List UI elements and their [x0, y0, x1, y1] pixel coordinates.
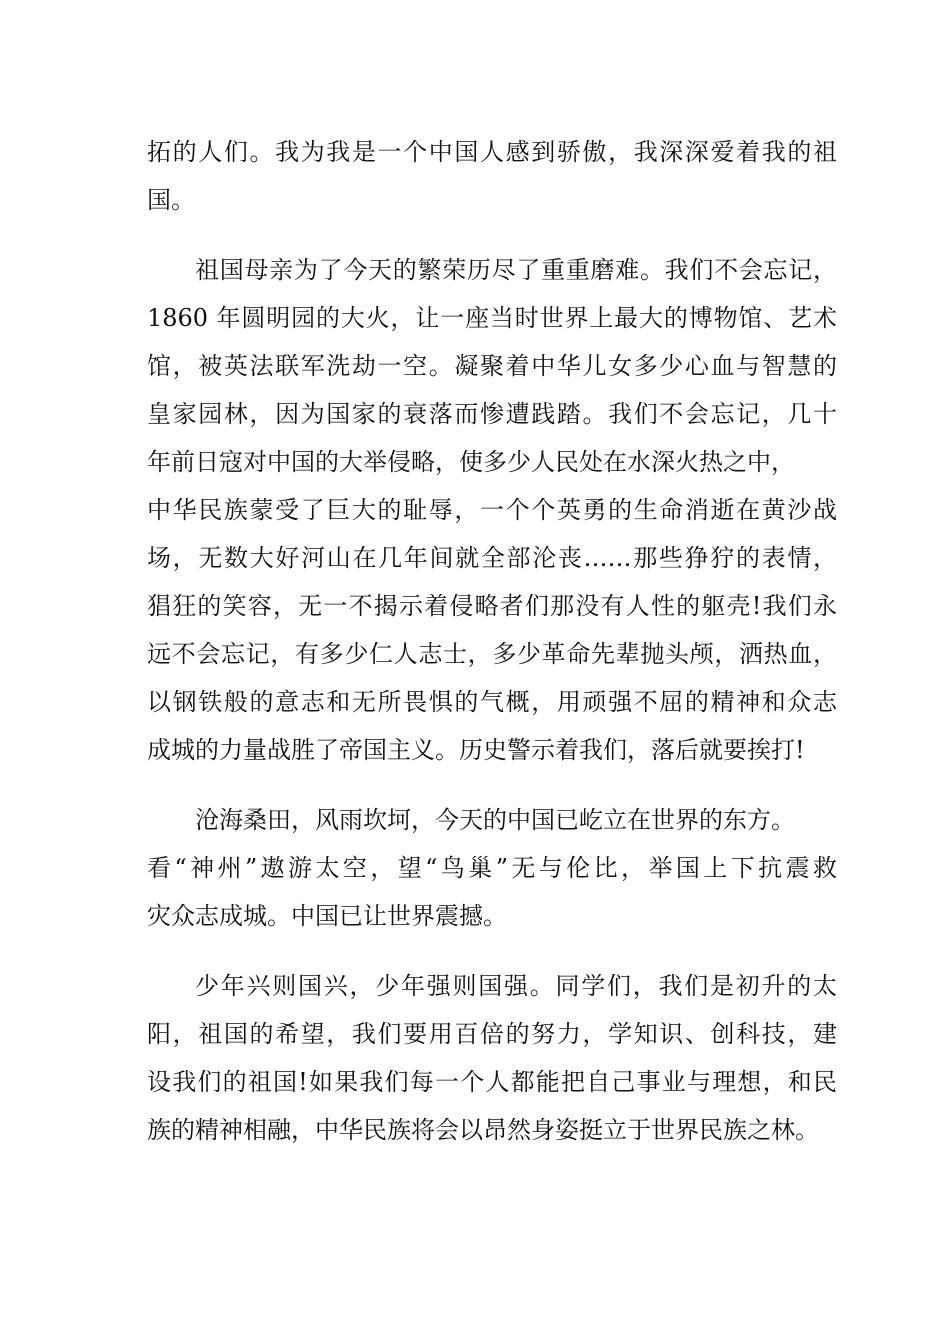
- text-line: 少年兴则国兴，少年强则国强。同学们，我们是初升的太: [195, 972, 837, 1000]
- text-line: 远不会忘记，有多少仁人志士，多少革命先辈抛头颅，洒热血，: [147, 640, 837, 668]
- text-line: 拓的人们。我为我是一个中国人感到骄傲，我深深爱着我的祖: [147, 138, 837, 166]
- text-line: 沧海桑田，风雨坎坷，今天的中国已屹立在世界的东方。: [195, 806, 795, 834]
- text-line: 成城的力量战胜了帝国主义。历史警示着我们，落后就要挨打!: [147, 736, 805, 764]
- text-line: 族的精神相融，中华民族将会以昂然身姿挺立于世界民族之林。: [147, 1116, 819, 1144]
- body-text: [147, 128, 837, 1176]
- text-line: 中华民族蒙受了巨大的耻辱，一个个英勇的生命消逝在黄沙战: [147, 496, 837, 524]
- paragraph-1: [147, 128, 837, 224]
- text-line: 皇家园林，因为国家的衰落而惨遭践踏。我们不会忘记，几十: [147, 400, 837, 428]
- text-line: 国。: [147, 186, 195, 214]
- text-line: 场，无数大好河山在几年间就全部沦丧……那些狰狞的表情，: [147, 544, 837, 572]
- text-line: 看“神州”遨游太空，望“鸟巢”无与伦比，举国上下抗震救: [147, 854, 837, 882]
- text-line: 阳，祖国的希望，我们要用百倍的努力，学知识、创科技，建: [147, 1020, 837, 1048]
- text-line: 馆，被英法联军洗劫一空。凝聚着中华儿女多少心血与智慧的: [147, 352, 837, 380]
- paragraph-3: [147, 796, 837, 940]
- paragraph-4: [147, 962, 837, 1154]
- text-line: 以钢铁般的意志和无所畏惧的气概，用顽强不屈的精神和众志: [147, 688, 837, 716]
- text-line: 祖国母亲为了今天的繁荣历尽了重重磨难。我们不会忘记，: [195, 256, 837, 284]
- text-line: 设我们的祖国!如果我们每一个人都能把自己事业与理想，和民: [147, 1068, 837, 1096]
- text-line: 灾众志成城。中国已让世界震撼。: [147, 902, 507, 930]
- paragraph-2: [147, 246, 837, 774]
- text-line: 猖狂的笑容，无一不揭示着侵略者们那没有人性的躯壳!我们永: [147, 592, 837, 620]
- text-line: 年前日寇对中国的大举侵略，使多少人民处在水深火热之中，: [147, 448, 795, 476]
- text-line: 1860 年圆明园的大火，让一座当时世界上最大的博物馆、艺术: [147, 304, 837, 332]
